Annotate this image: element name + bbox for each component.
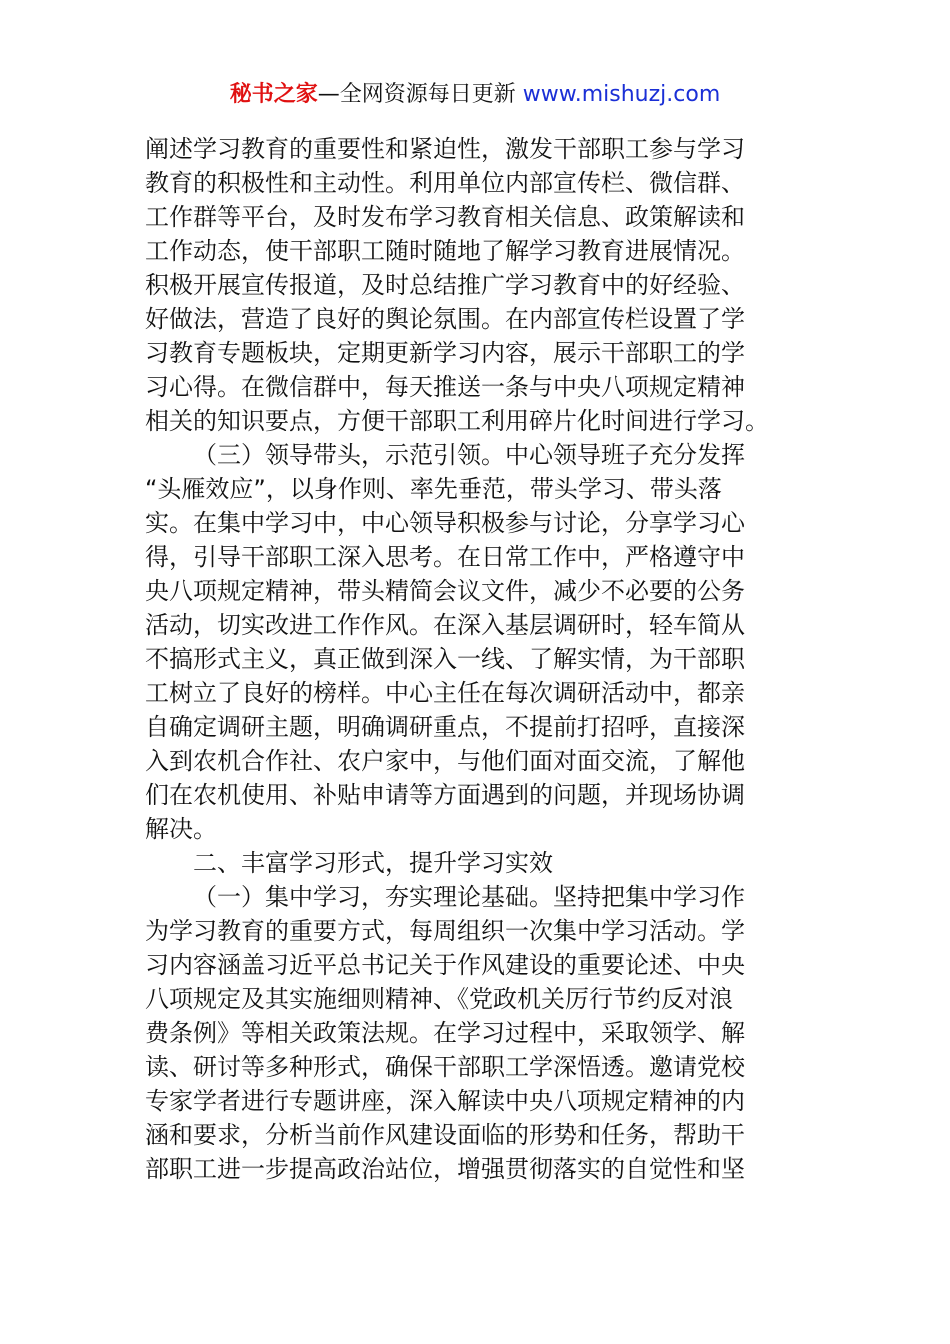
text-line: 积极开展宣传报道，及时总结推广学习教育中的好经验、 [145,271,745,299]
site-brand: 秘书之家 [229,82,318,107]
text-line: 活动，切实改进工作作风。在深入基层调研时，轻车简从 [145,611,745,639]
text-line: 入到农机合作社、农户家中，与他们面对面交流，了解他 [145,747,745,775]
text-line: 费条例》等相关政策法规。在学习过程中，采取领学、解 [145,1019,745,1047]
text-line: 好做法，营造了良好的舆论氛围。在内部宣传栏设置了学 [145,305,745,333]
text-line: “头雁效应”，以身作则、率先垂范，带头学习、带头落 [145,475,722,503]
text-line: 为学习教育的重要方式，每周组织一次集中学习活动。学 [145,917,745,945]
text-line: 工树立了良好的榜样。中心主任在每次调研活动中，都亲 [145,679,745,707]
text-line: 相关的知识要点，方便干部职工利用碎片化时间进行学习。 [145,407,769,435]
text-line: （三）领导带头，示范引领。中心领导班子充分发挥 [193,441,745,469]
document-body [145,132,810,1186]
text-line: 解决。 [145,815,217,843]
page-header [0,80,950,110]
site-url-link[interactable]: www.mishuzj.com [522,82,721,107]
text-line: 读、研讨等多种形式，确保干部职工学深悟透。邀请党校 [145,1053,745,1081]
text-line: 工作群等平台，及时发布学习教育相关信息、政策解读和 [145,203,745,231]
text-line: 八项规定及其实施细则精神、《党政机关厉行节约反对浪 [145,985,733,1013]
text-line: 习教育专题板块，定期更新学习内容，展示干部职工的学 [145,339,745,367]
text-line: 教育的积极性和主动性。利用单位内部宣传栏、微信群、 [145,169,745,197]
text-line: 工作动态，使干部职工随时随地了解学习教育进展情况。 [145,237,745,265]
text-line: 央八项规定精神，带头精简会议文件，减少不必要的公务 [145,577,745,605]
text-line: 二、丰富学习形式，提升学习实效 [193,849,553,877]
text-line: 阐述学习教育的重要性和紧迫性，激发干部职工参与学习 [145,135,745,163]
text-line: 部职工进一步提高政治站位，增强贯彻落实的自觉性和坚 [145,1155,745,1183]
text-line: 实。在集中学习中，中心领导积极参与讨论，分享学习心 [145,509,745,537]
text-line: 得，引导干部职工深入思考。在日常工作中，严格遵守中 [145,543,745,571]
text-line: 习心得。在微信群中，每天推送一条与中央八项规定精神 [145,373,745,401]
text-line: （一）集中学习，夯实理论基础。坚持把集中学习作 [193,883,745,911]
text-line: 专家学者进行专题讲座，深入解读中央八项规定精神的内 [145,1087,745,1115]
text-line: 涵和要求，分析当前作风建设面临的形势和任务，帮助干 [145,1121,745,1149]
text-line: 不搞形式主义，真正做到深入一线、了解实情，为干部职 [145,645,745,673]
text-line: 自确定调研主题，明确调研重点，不提前打招呼，直接深 [145,713,745,741]
text-line: 们在农机使用、补贴申请等方面遇到的问题，并现场协调 [145,781,745,809]
text-line: 习内容涵盖习近平总书记关于作风建设的重要论述、中央 [145,951,745,979]
site-tagline: —全网资源每日更新 [317,82,523,107]
